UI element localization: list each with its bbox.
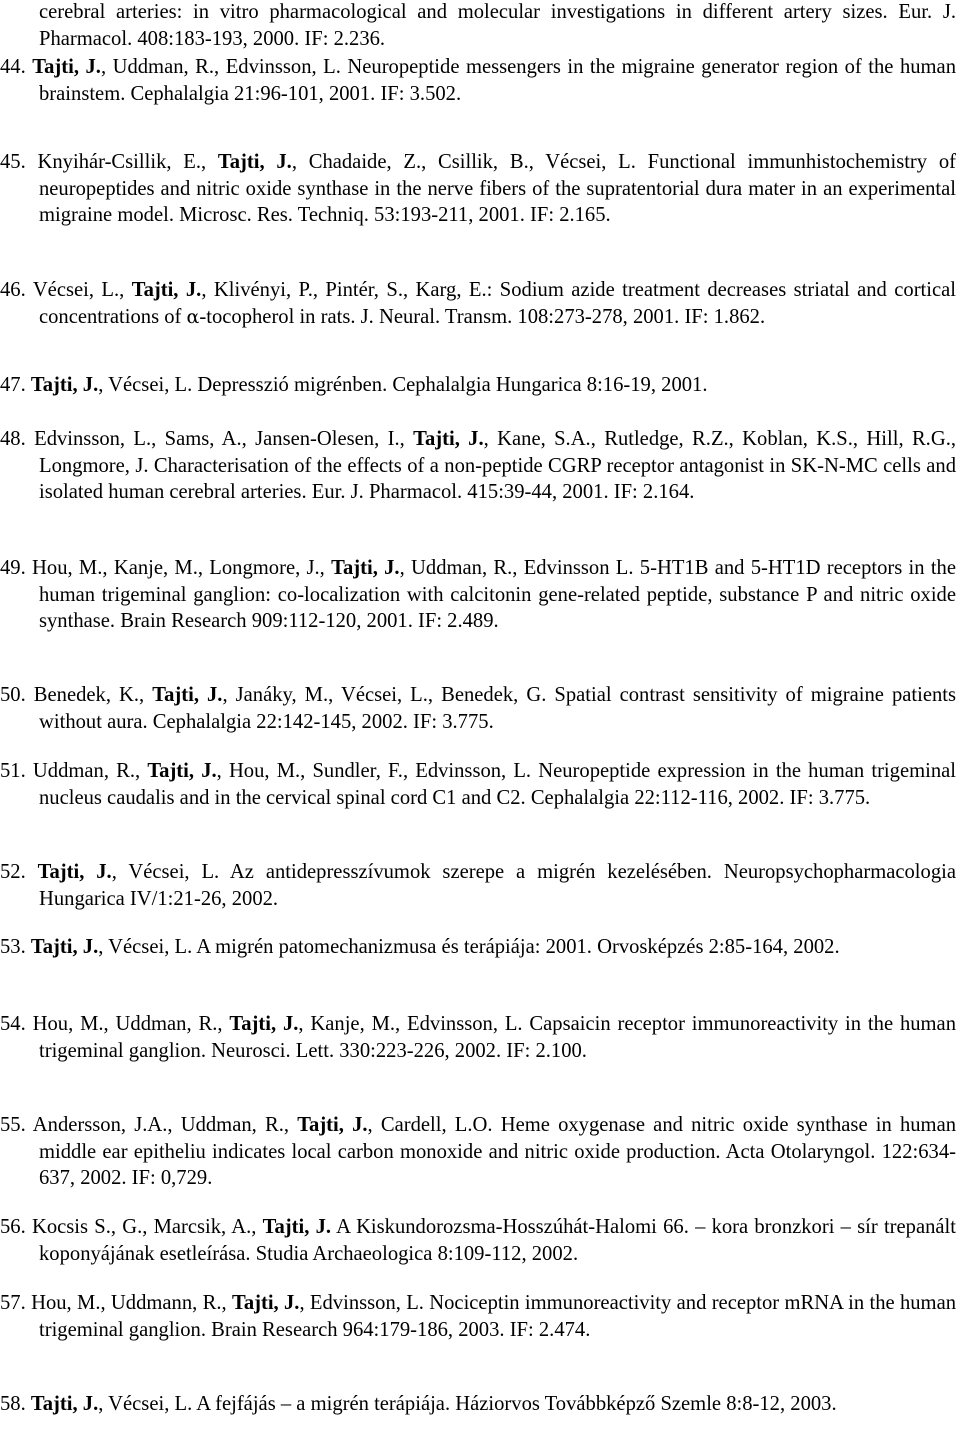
reference-number: 53. [0,936,26,958]
reference-text: , Uddman, R., Edvinsson L. 5-HT1B and 5-HT1D receptors in the human trigeminal ganglion: co-localization with calcitonin gene-related peptide, substance P and nitric oxide synthase. Brain Research 909:112-120, 2001. IF: 2.489. [39,557,956,633]
reference-item [0,555,956,635]
reference-number: 52. [0,861,26,883]
reference-item [0,426,956,506]
reference-item [0,1214,956,1267]
reference-number: 55. [0,1114,26,1136]
reference-text: α [186,305,200,328]
reference-text: , Klivényi, P., Pintér, S., Karg, E.: Sodium azide treatment decreases striatal and cortical concentrations of [39,279,957,328]
reference-item [0,682,956,735]
reference-text: cerebral arteries: in vitro pharmacological and molecular investigations in different artery sizes. Eur. J. Pharmacol. 408:183-193, 2000. IF: 2.236. [39,1,956,50]
reference-number: 48. [0,428,26,450]
author-highlight: Tajti, J. [229,1013,299,1035]
author-highlight: Tajti, J. [331,557,400,579]
author-highlight: Tajti, J. [37,861,112,883]
reference-item [0,934,956,961]
reference-item [0,149,956,229]
author-highlight: Tajti, J. [30,374,99,396]
reference-text: -tocopherol in rats. J. Neural. Transm. 108:273-278, 2001. IF: 1.862. [199,305,766,328]
reference-item [0,1290,956,1343]
reference-number: 50. [0,684,26,706]
reference-text: , Vécsei, L. A migrén patomechanizmusa és terápiája: 2001. Orvosképzés 2:85-164, 2002. [98,936,840,958]
reference-number: 58. [0,1393,26,1415]
author-highlight: Tajti, J. [413,428,484,450]
reference-text: Kocsis S., G., Marcsik, A., [31,1216,263,1238]
reference-text: , Cardell, L.O. Heme oxygenase and nitric oxide synthase in human middle ear epitheliu indicates local carbon monoxide and nitric oxide production. Acta Otolaryngol. 122:634-637, 2002. IF: 0,729. [39,1114,957,1190]
reference-text: Knyihár-Csillik, E., [37,151,218,173]
reference-text: Hou, M., Uddman, R., [32,1013,230,1035]
author-highlight: Tajti, J. [30,936,99,958]
reference-item [0,277,956,330]
reference-text: , Vécsei, L. A fejfájás – a migrén terápiája. Háziorvos Továbbképző Szemle 8:8-12, 2003. [98,1393,837,1415]
reference-text: Uddman, R., [32,760,148,782]
reference-text: , Vécsei, L. Az antidepresszívumok szerepe a migrén kezelésében. Neuropsychopharmacologia Hungarica IV/1:21-26, 2002. [39,861,956,910]
reference-text: , Edvinsson, L. Nociceptin immunoreactivity and receptor mRNA in the human trigeminal ganglion. Brain Research 964:179-186, 2003. IF: 2.474. [39,1292,957,1341]
reference-text: , Kane, S.A., Rutledge, R.Z., Koblan, K.S., Hill, R.G., Longmore, J. Characterisation of the effects of a non-peptide CGRP receptor antagonist in SK-N-MC cells and isolated human cerebral arteries. Eur. J. Pharmacol. 415:39-44, 2001. IF: 2.164. [39,428,956,504]
reference-text: Hou, M., Uddmann, R., [31,1292,232,1314]
author-highlight: Tajti, J. [262,1216,332,1238]
author-highlight: Tajti, J. [30,1393,99,1415]
reference-number: 54. [0,1013,26,1035]
reference-number: 44. [0,56,26,78]
reference-text: Hou, M., Kanje, M., Longmore, J., [32,557,332,579]
author-highlight: Tajti, J. [152,684,223,706]
reference-text: , Janáky, M., Vécsei, L., Benedek, G. Spatial contrast sensitivity of migraine patients without aura. Cephalalgia 22:142-145, 2002. IF: 3.775. [39,684,957,733]
reference-item [0,859,956,912]
reference-text: , Chadaide, Z., Csillik, B., Vécsei, L. Functional immunhistochemistry of neuropeptides and nitric oxide synthase in the nerve fibers of the supratentorial dura mater in an experimental migraine model. Microsc. Res. Techniq. 53:193-211, 2001. IF: 2.165. [39,151,956,227]
reference-item [0,758,956,811]
author-highlight: Tajti, J. [297,1114,368,1136]
author-highlight: Tajti, J. [131,279,202,301]
reference-item [0,1011,956,1064]
author-highlight: Tajti, J. [217,151,292,173]
reference-text: A Kiskundorozsma-Hosszúhát-Halomi 66. – kora bronzkori – sír trepanált koponyájának esetleírása. Studia Archaeologica 8:109-112, 2002. [39,1216,956,1265]
reference-text: , Uddman, R., Edvinsson, L. Neuropeptide messengers in the migraine generator region of the human brainstem. Cephalalgia 21:96-101, 2001. IF: 3.502. [39,56,956,105]
reference-text: Benedek, K., [33,684,153,706]
reference-text: , Vécsei, L. Depresszió migrénben. Cephalalgia Hungarica 8:16-19, 2001. [98,374,708,396]
reference-number: 45. [0,151,26,173]
reference-text: Vécsei, L., [32,279,132,301]
reference-number: 51. [0,760,26,782]
author-highlight: Tajti, J. [32,56,101,78]
reference-item [0,0,956,52]
reference-number: 49. [0,557,26,579]
reference-number: 46. [0,279,26,301]
reference-text: , Kanje, M., Edvinsson, L. Capsaicin receptor immunoreactivity in the human trigeminal ganglion. Neurosci. Lett. 330:223-226, 2002. IF: 2.100. [39,1013,956,1062]
author-highlight: Tajti, J. [147,760,217,782]
reference-number: 47. [0,374,26,396]
reference-number: 56. [0,1216,26,1238]
reference-text: , Hou, M., Sundler, F., Edvinsson, L. Neuropeptide expression in the human trigeminal nucleus caudalis and in the cervical spinal cord C1 and C2. Cephalalgia 22:112-116, 2002. IF: 3.775. [39,760,956,809]
reference-item [0,1391,956,1418]
reference-number: 57. [0,1292,26,1314]
author-highlight: Tajti, J. [231,1292,300,1314]
reference-item [0,54,956,107]
reference-item [0,372,956,399]
reference-text: Edvinsson, L., Sams, A., Jansen-Olesen, I., [34,428,414,450]
reference-item [0,1112,956,1192]
reference-text: Andersson, J.A., Uddman, R., [32,1114,298,1136]
